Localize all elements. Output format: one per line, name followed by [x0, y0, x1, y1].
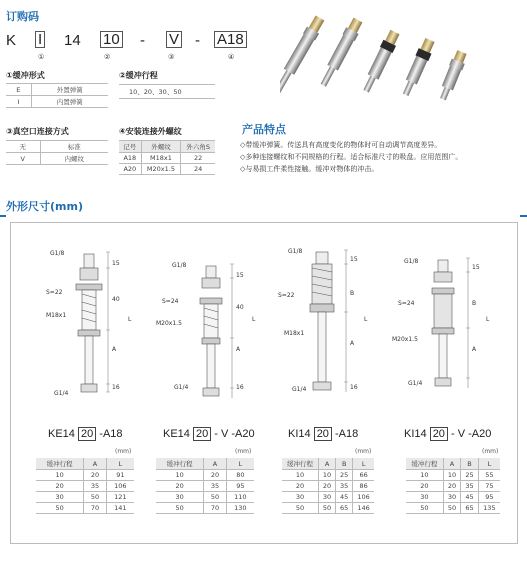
vacuum-port-table: [6, 140, 108, 165]
feature-item: ◇多种连接螺纹和不同规格的行程。适合标准尺寸的吸盘。应用范围广。: [240, 153, 463, 161]
table-row: 缓冲行程 A L: [36, 458, 134, 470]
table-row: I 内置弹簧: [6, 96, 108, 108]
dim-label: S=24: [162, 298, 179, 305]
dim-label: S=22: [46, 289, 63, 296]
table-row: 20 35 95: [156, 481, 254, 492]
table-row: 30 30 45 106: [282, 492, 374, 503]
dim-label: G1/8: [404, 258, 419, 265]
order-code-title: 订购码: [6, 10, 39, 23]
code-dash: -: [140, 32, 145, 49]
table-row: 50 70 141: [36, 503, 134, 514]
dim-label: L: [364, 316, 368, 323]
table-row: 缓冲行程 A B L: [282, 458, 374, 470]
dim-label: B: [350, 290, 355, 297]
dim-label: S=24: [398, 300, 415, 307]
code-part: 14: [64, 32, 81, 49]
dim-label: 16: [112, 384, 120, 391]
dim-label: S=22: [278, 292, 295, 299]
suction-rod: [436, 49, 468, 102]
dim-label: 40: [236, 304, 244, 311]
stroke-table-ki14-v-a20: [406, 458, 500, 514]
table-row: 20 20 35 75: [406, 481, 500, 492]
feature-item: ◇与易损工件柔性接触。缓冲对物体的冲击。: [240, 165, 379, 173]
table-row: 缓冲行程 A B L: [406, 458, 500, 470]
product-photo: [280, 10, 510, 120]
model-title: KE14 20 -A18: [48, 428, 123, 440]
table-row: A18 M18x1 22: [119, 153, 215, 164]
feature-item: ◇带缓冲弹簧。传送具有高度变化的物体时可自动调节高度差异。: [240, 141, 442, 149]
order-code-row: [6, 32, 246, 50]
dim-label: L: [252, 316, 256, 323]
features-title: 产品特点: [242, 123, 286, 136]
drawing-ke14-a18: [76, 252, 110, 392]
table-row: 20 20 35 86: [282, 481, 374, 492]
suction-rod: [280, 15, 326, 96]
dimensions-rule: [0, 215, 6, 217]
buffer-form-title: ①缓冲形式: [6, 71, 45, 80]
mount-thread-table: [119, 140, 215, 175]
table-row: 20 35 106: [36, 481, 134, 492]
table-row: 10 10 25 66: [282, 470, 374, 481]
table-row: 50 50 65 135: [406, 503, 500, 514]
dimensions-title: 外形尺寸(mm): [6, 200, 83, 213]
code-marker: ①: [38, 53, 45, 61]
dim-label: 40: [112, 296, 120, 303]
dim-label: G1/4: [54, 390, 69, 397]
drawing-ke14-v-a20: [200, 264, 234, 398]
table-row: 30 50 121: [36, 492, 134, 503]
code-part-box: I: [35, 31, 45, 48]
buffer-form-table: [6, 83, 108, 108]
suction-rod: [317, 17, 364, 89]
code-part-box: A18: [214, 31, 247, 48]
table-row: 缓冲行程 A L: [156, 458, 254, 470]
buffer-stroke-title: ②缓冲行程: [119, 71, 158, 80]
table-row: 记号 外螺纹 外六角S: [119, 141, 215, 153]
code-marker: ③: [168, 53, 175, 61]
dim-label: L: [128, 316, 132, 323]
dim-label: G1/4: [408, 380, 423, 387]
drawing-ki14-v-a20: [432, 258, 470, 388]
table-row: 30 50 110: [156, 492, 254, 503]
table-row: 10 20 91: [36, 470, 134, 481]
dim-label: M20x1.5: [392, 336, 418, 343]
dim-label: 16: [236, 384, 244, 391]
dim-label: A: [472, 346, 477, 353]
code-marker: ②: [104, 53, 111, 61]
unit-label: (mm): [482, 448, 499, 455]
dim-label: 15: [236, 272, 244, 279]
table-row: 无 标准: [6, 141, 108, 153]
dim-label: G1/8: [50, 250, 65, 257]
unit-label: (mm): [235, 448, 252, 455]
dim-label: G1/4: [292, 386, 307, 393]
code-part: K: [6, 32, 17, 49]
stroke-table-ke14-v-a20: [156, 458, 254, 514]
drawing-ki14-a18: [310, 250, 348, 392]
dim-label: A: [112, 346, 117, 353]
stroke-table-ke14-a18: [36, 458, 134, 514]
dim-label: 15: [350, 256, 358, 263]
table-row: 50 70 130: [156, 503, 254, 514]
unit-label: (mm): [355, 448, 372, 455]
buffer-stroke-value: 10、20、30、50: [119, 84, 215, 99]
dimension-drawings: [10, 222, 518, 412]
model-title: KI14 20 -A18: [288, 428, 359, 440]
table-row: E 外置弹簧: [6, 84, 108, 96]
code-marker: ④: [228, 53, 235, 61]
model-title: KI14 20 - V -A20: [404, 428, 492, 440]
dim-label: G1/8: [172, 262, 187, 269]
table-row: A20 M20x1.5 24: [119, 164, 215, 175]
vacuum-port-title: ③真空口连接方式: [6, 127, 69, 136]
model-title: KE14 20 - V -A20: [163, 428, 255, 440]
dim-label: 16: [350, 384, 358, 391]
suction-rod: [399, 37, 436, 98]
dim-label: A: [236, 346, 241, 353]
dim-label: M18x1: [284, 330, 305, 337]
dim-label: 15: [472, 264, 480, 271]
dim-label: L: [486, 316, 490, 323]
table-row: 10 20 80: [156, 470, 254, 481]
code-part-box: V: [166, 31, 182, 48]
table-row: 30 30 45 95: [406, 492, 500, 503]
dim-label: A: [350, 340, 355, 347]
dim-label: M18x1: [46, 312, 67, 319]
code-part-box: 10: [100, 31, 123, 48]
table-row: 50 50 65 146: [282, 503, 374, 514]
dim-label: B: [472, 300, 477, 307]
dimensions-rule: [520, 215, 527, 217]
dim-label: 15: [112, 260, 120, 267]
code-dash: -: [195, 32, 200, 49]
table-row: 10 10 25 55: [406, 470, 500, 481]
dim-label: G1/4: [174, 384, 189, 391]
table-row: V 内螺纹: [6, 153, 108, 165]
dim-label: G1/8: [288, 248, 303, 255]
suction-rod: [360, 29, 402, 94]
stroke-table-ki14-a18: [282, 458, 374, 514]
mount-thread-title: ④安装连接外螺纹: [119, 127, 182, 136]
dim-label: M20x1.5: [156, 320, 182, 327]
unit-label: (mm): [115, 448, 132, 455]
